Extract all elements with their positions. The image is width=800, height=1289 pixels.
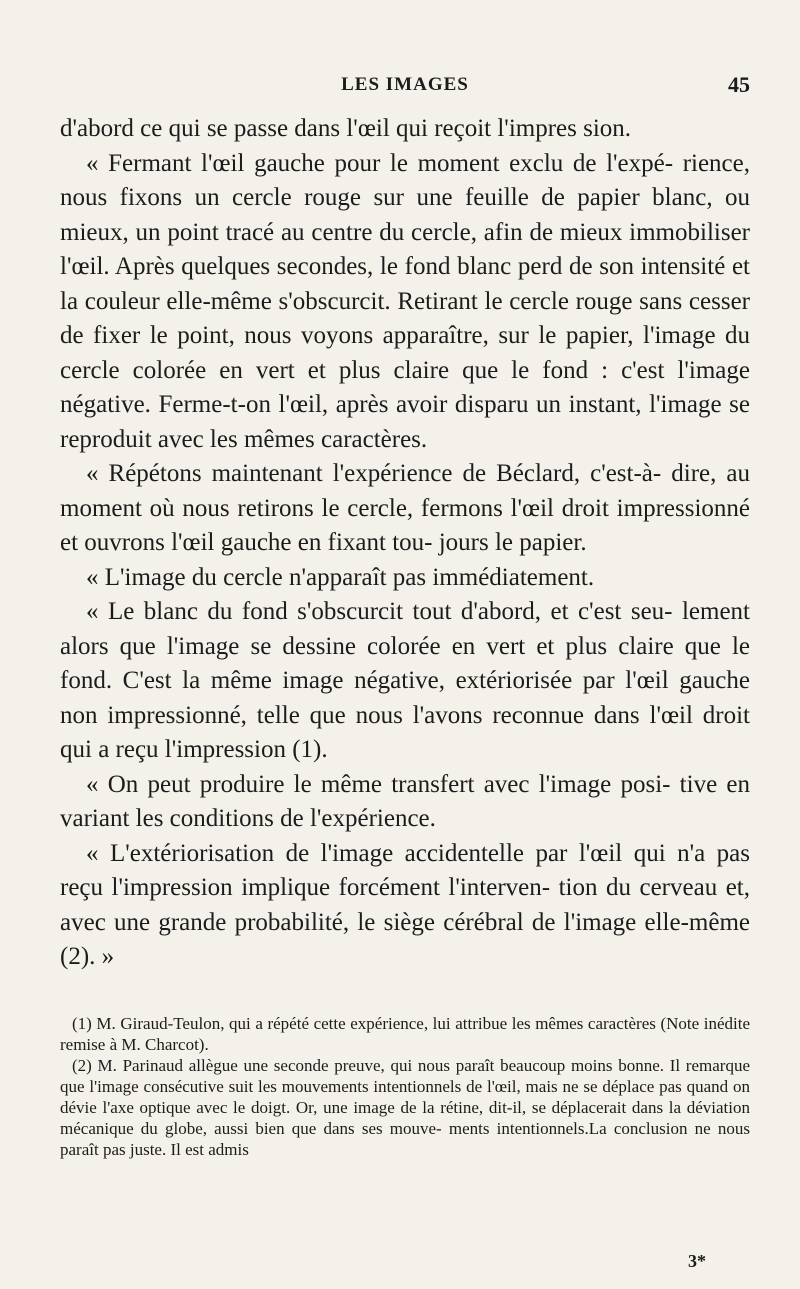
signature-mark: 3* <box>688 1251 706 1271</box>
paragraph-5: « Le blanc du fond s'obscurcit tout d'abord, et c'est seu- lement alors que l'image se dessine colorée en vert et plus claire que le fond. C'est la même image négative, extériorisée par l'œil gauche non impressionné, telle que nous l'avons reconnue dans l'œil droit qui a reçu l'impression (1). <box>60 598 750 763</box>
paragraph-7: « L'extériorisation de l'image accidentelle par l'œil qui n'a pas reçu l'impression implique forcément l'interven- tion du cerveau et, avec une grande probabilité, le siège cérébral de l'image elle-même (2). » <box>60 839 750 970</box>
body-text <box>60 112 750 975</box>
page-number: 45 <box>728 72 750 97</box>
running-title: LES IMAGES <box>341 74 469 95</box>
footnotes <box>60 1013 750 1160</box>
paragraph-6: « On peut produire le même transfert avec l'image posi- tive en variant les conditions de l'expérience. <box>60 770 750 832</box>
footnote-2: (2) M. Parinaud allègue une seconde preuve, qui nous paraît beaucoup moins bonne. Il remarque que l'image consécutive suit les mouvements intentionnels de l'œil, mais ne se déplace pas quand on dévie l'axe optique avec le doigt. Or, une image de la rétine, dit-il, se déplacerait dans la déviation mécanique du globe, aussi bien que dans ses mouve- ments intentionnels.La conclusion ne nous paraît pas juste. Il est admis <box>60 1056 750 1159</box>
footnote-1: (1) M. Giraud-Teulon, qui a répété cette expérience, lui attribue les mêmes caractères (Note inédite remise à M. Charcot). <box>60 1014 750 1054</box>
paragraph-4: « L'image du cercle n'apparaît pas immédiatement. <box>86 563 595 591</box>
paragraph-1: d'abord ce qui se passe dans l'œil qui reçoit l'impres sion. <box>60 115 632 142</box>
paragraph-3: « Répétons maintenant l'expérience de Béclard, c'est-à- dire, au moment où nous retirons le cercle, fermons l'œil droit impressionné et ouvrons l'œil gauche en fixant tou- jours le papier. <box>60 460 750 556</box>
page-header <box>60 74 750 108</box>
paragraph-2: « Fermant l'œil gauche pour le moment exclu de l'expé- rience, nous fixons un cercle rouge sur une feuille de papier blanc, ou mieux, un point tracé au centre du cercle, afin de mieux immobiliser l'œil. Après quelques secondes, le fond blanc perd de son intensité et la couleur elle-même s'obscurcit. Retirant le cercle rouge sans cesser de fixer le point, nous voyons apparaître, sur le papier, l'image du cercle colorée en vert et plus claire que le fond : c'est l'image négative. Ferme-t-on l'œil, après avoir disparu un instant, l'image se reproduit avec les mêmes caractères. <box>60 149 750 453</box>
